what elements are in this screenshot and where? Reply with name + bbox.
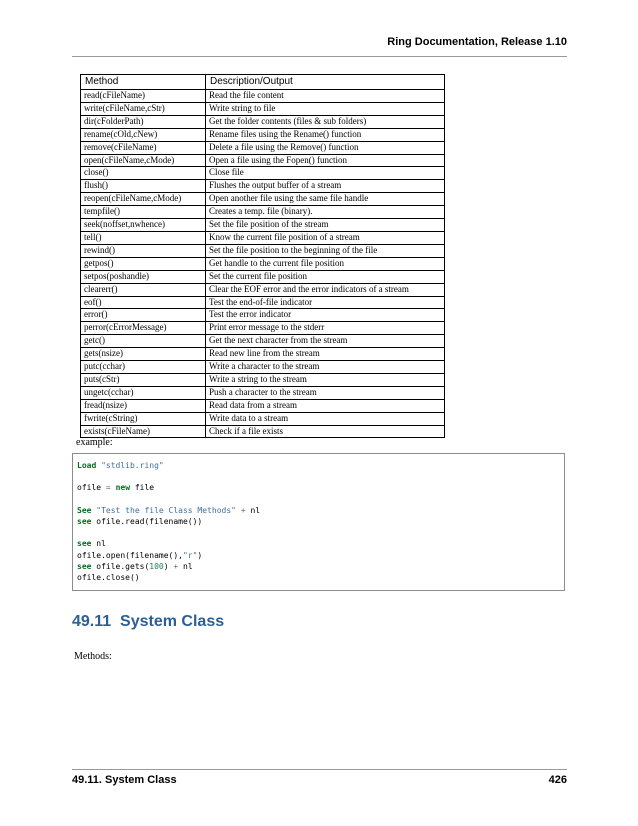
table-row: [81, 373, 445, 386]
method-cell: puts(cStr): [81, 373, 206, 386]
description-cell: Open another file using the same file handle: [206, 193, 445, 206]
description-cell: Flushes the output buffer of a stream: [206, 180, 445, 193]
table-row: [81, 231, 445, 244]
description-cell: Print error message to the stderr: [206, 322, 445, 335]
description-cell: Open a file using the Fopen() function: [206, 154, 445, 167]
method-cell: setpos(poshandle): [81, 270, 206, 283]
method-cell: fwrite(cString): [81, 412, 206, 425]
table-row: [81, 270, 445, 283]
method-cell: dir(cFolderPath): [81, 115, 206, 128]
description-cell: Get the folder contents (files & sub folders): [206, 115, 445, 128]
method-cell: perror(cErrorMessage): [81, 322, 206, 335]
table-row: [81, 283, 445, 296]
table-row: [81, 257, 445, 270]
method-cell: ungetc(cchar): [81, 386, 206, 399]
description-cell: Test the end-of-file indicator: [206, 296, 445, 309]
method-cell: rename(cOld,cNew): [81, 128, 206, 141]
code-block: [72, 453, 565, 591]
section-title: System Class: [120, 613, 225, 630]
code-line: see ofile.gets(100) + nl: [77, 561, 193, 571]
table-row: [81, 348, 445, 361]
description-cell: Set the current file position: [206, 270, 445, 283]
description-cell: Write a string to the stream: [206, 373, 445, 386]
table-row: [81, 244, 445, 257]
description-cell: Know the current file position of a stream: [206, 231, 445, 244]
description-cell: Creates a temp. file (binary).: [206, 206, 445, 219]
header-rule: [72, 56, 567, 57]
table-row: [81, 412, 445, 425]
method-cell: write(cFileName,cStr): [81, 102, 206, 115]
code-line: See "Test the file Class Methods" + nl: [77, 505, 261, 515]
table-row: [81, 115, 445, 128]
section-number: 49.11: [72, 613, 112, 630]
table-row: [81, 128, 445, 141]
section-heading: [72, 613, 224, 631]
description-cell: Read new line from the stream: [206, 348, 445, 361]
column-header-description: Description/Output: [206, 75, 445, 90]
description-cell: Rename files using the Rename() function: [206, 128, 445, 141]
table-row: [81, 141, 445, 154]
description-cell: Test the error indicator: [206, 309, 445, 322]
table-row: [81, 193, 445, 206]
table-row: [81, 90, 445, 103]
table-row: [81, 296, 445, 309]
method-cell: error(): [81, 309, 206, 322]
column-header-method: Method: [81, 75, 206, 90]
table-row: [81, 322, 445, 335]
description-cell: Get handle to the current file position: [206, 257, 445, 270]
table-row: [81, 206, 445, 219]
description-cell: Close file: [206, 167, 445, 180]
description-cell: Push a character to the stream: [206, 386, 445, 399]
method-cell: open(cFileName,cMode): [81, 154, 206, 167]
methods-label: Methods:: [74, 651, 112, 662]
method-cell: remove(cFileName): [81, 141, 206, 154]
table-row: [81, 309, 445, 322]
method-cell: flush(): [81, 180, 206, 193]
table-row: [81, 219, 445, 232]
method-cell: fread(nsize): [81, 399, 206, 412]
description-cell: Write a character to the stream: [206, 361, 445, 374]
table-row: [81, 425, 445, 438]
running-header: Ring Documentation, Release 1.10: [387, 36, 567, 48]
method-cell: close(): [81, 167, 206, 180]
code-line: see ofile.read(filename()): [77, 517, 203, 527]
method-cell: read(cFileName): [81, 90, 206, 103]
description-cell: Get the next character from the stream: [206, 335, 445, 348]
footer-section: 49.11. System Class: [72, 774, 177, 786]
method-cell: gets(nsize): [81, 348, 206, 361]
table-row: [81, 386, 445, 399]
method-cell: getc(): [81, 335, 206, 348]
method-cell: seek(noffset,nwhence): [81, 219, 206, 232]
code-line: see nl: [77, 539, 106, 549]
footer-rule: [72, 769, 567, 770]
table-row: [81, 361, 445, 374]
example-label: example:: [76, 437, 113, 448]
method-cell: eof(): [81, 296, 206, 309]
code-line: Load "stdlib.ring": [77, 461, 164, 470]
description-cell: Write data to a stream: [206, 412, 445, 425]
description-cell: Clear the EOF error and the error indicators of a stream: [206, 283, 445, 296]
description-cell: Check if a file exists: [206, 425, 445, 438]
method-cell: putc(cchar): [81, 361, 206, 374]
code-line: ofile = new file: [77, 483, 155, 493]
method-cell: tell(): [81, 231, 206, 244]
table-row: [81, 102, 445, 115]
table-row: [81, 399, 445, 412]
description-cell: Set the file position of the stream: [206, 219, 445, 232]
method-cell: clearerr(): [81, 283, 206, 296]
code-line: ofile.open(filename(),"r"): [77, 550, 203, 560]
method-cell: exists(cFileName): [81, 425, 206, 438]
method-cell: tempfile(): [81, 206, 206, 219]
description-cell: Read the file content: [206, 90, 445, 103]
code-line: ofile.close(): [77, 573, 140, 583]
table-row: [81, 154, 445, 167]
methods-table: [80, 74, 445, 438]
description-cell: Set the file position to the beginning of the file: [206, 244, 445, 257]
method-cell: rewind(): [81, 244, 206, 257]
method-cell: reopen(cFileName,cMode): [81, 193, 206, 206]
table-header-row: [81, 75, 445, 90]
table-row: [81, 167, 445, 180]
table-row: [81, 180, 445, 193]
description-cell: Read data from a stream: [206, 399, 445, 412]
method-cell: getpos(): [81, 257, 206, 270]
description-cell: Delete a file using the Remove() function: [206, 141, 445, 154]
page-number: 426: [548, 774, 567, 786]
description-cell: Write string to file: [206, 102, 445, 115]
table-row: [81, 335, 445, 348]
